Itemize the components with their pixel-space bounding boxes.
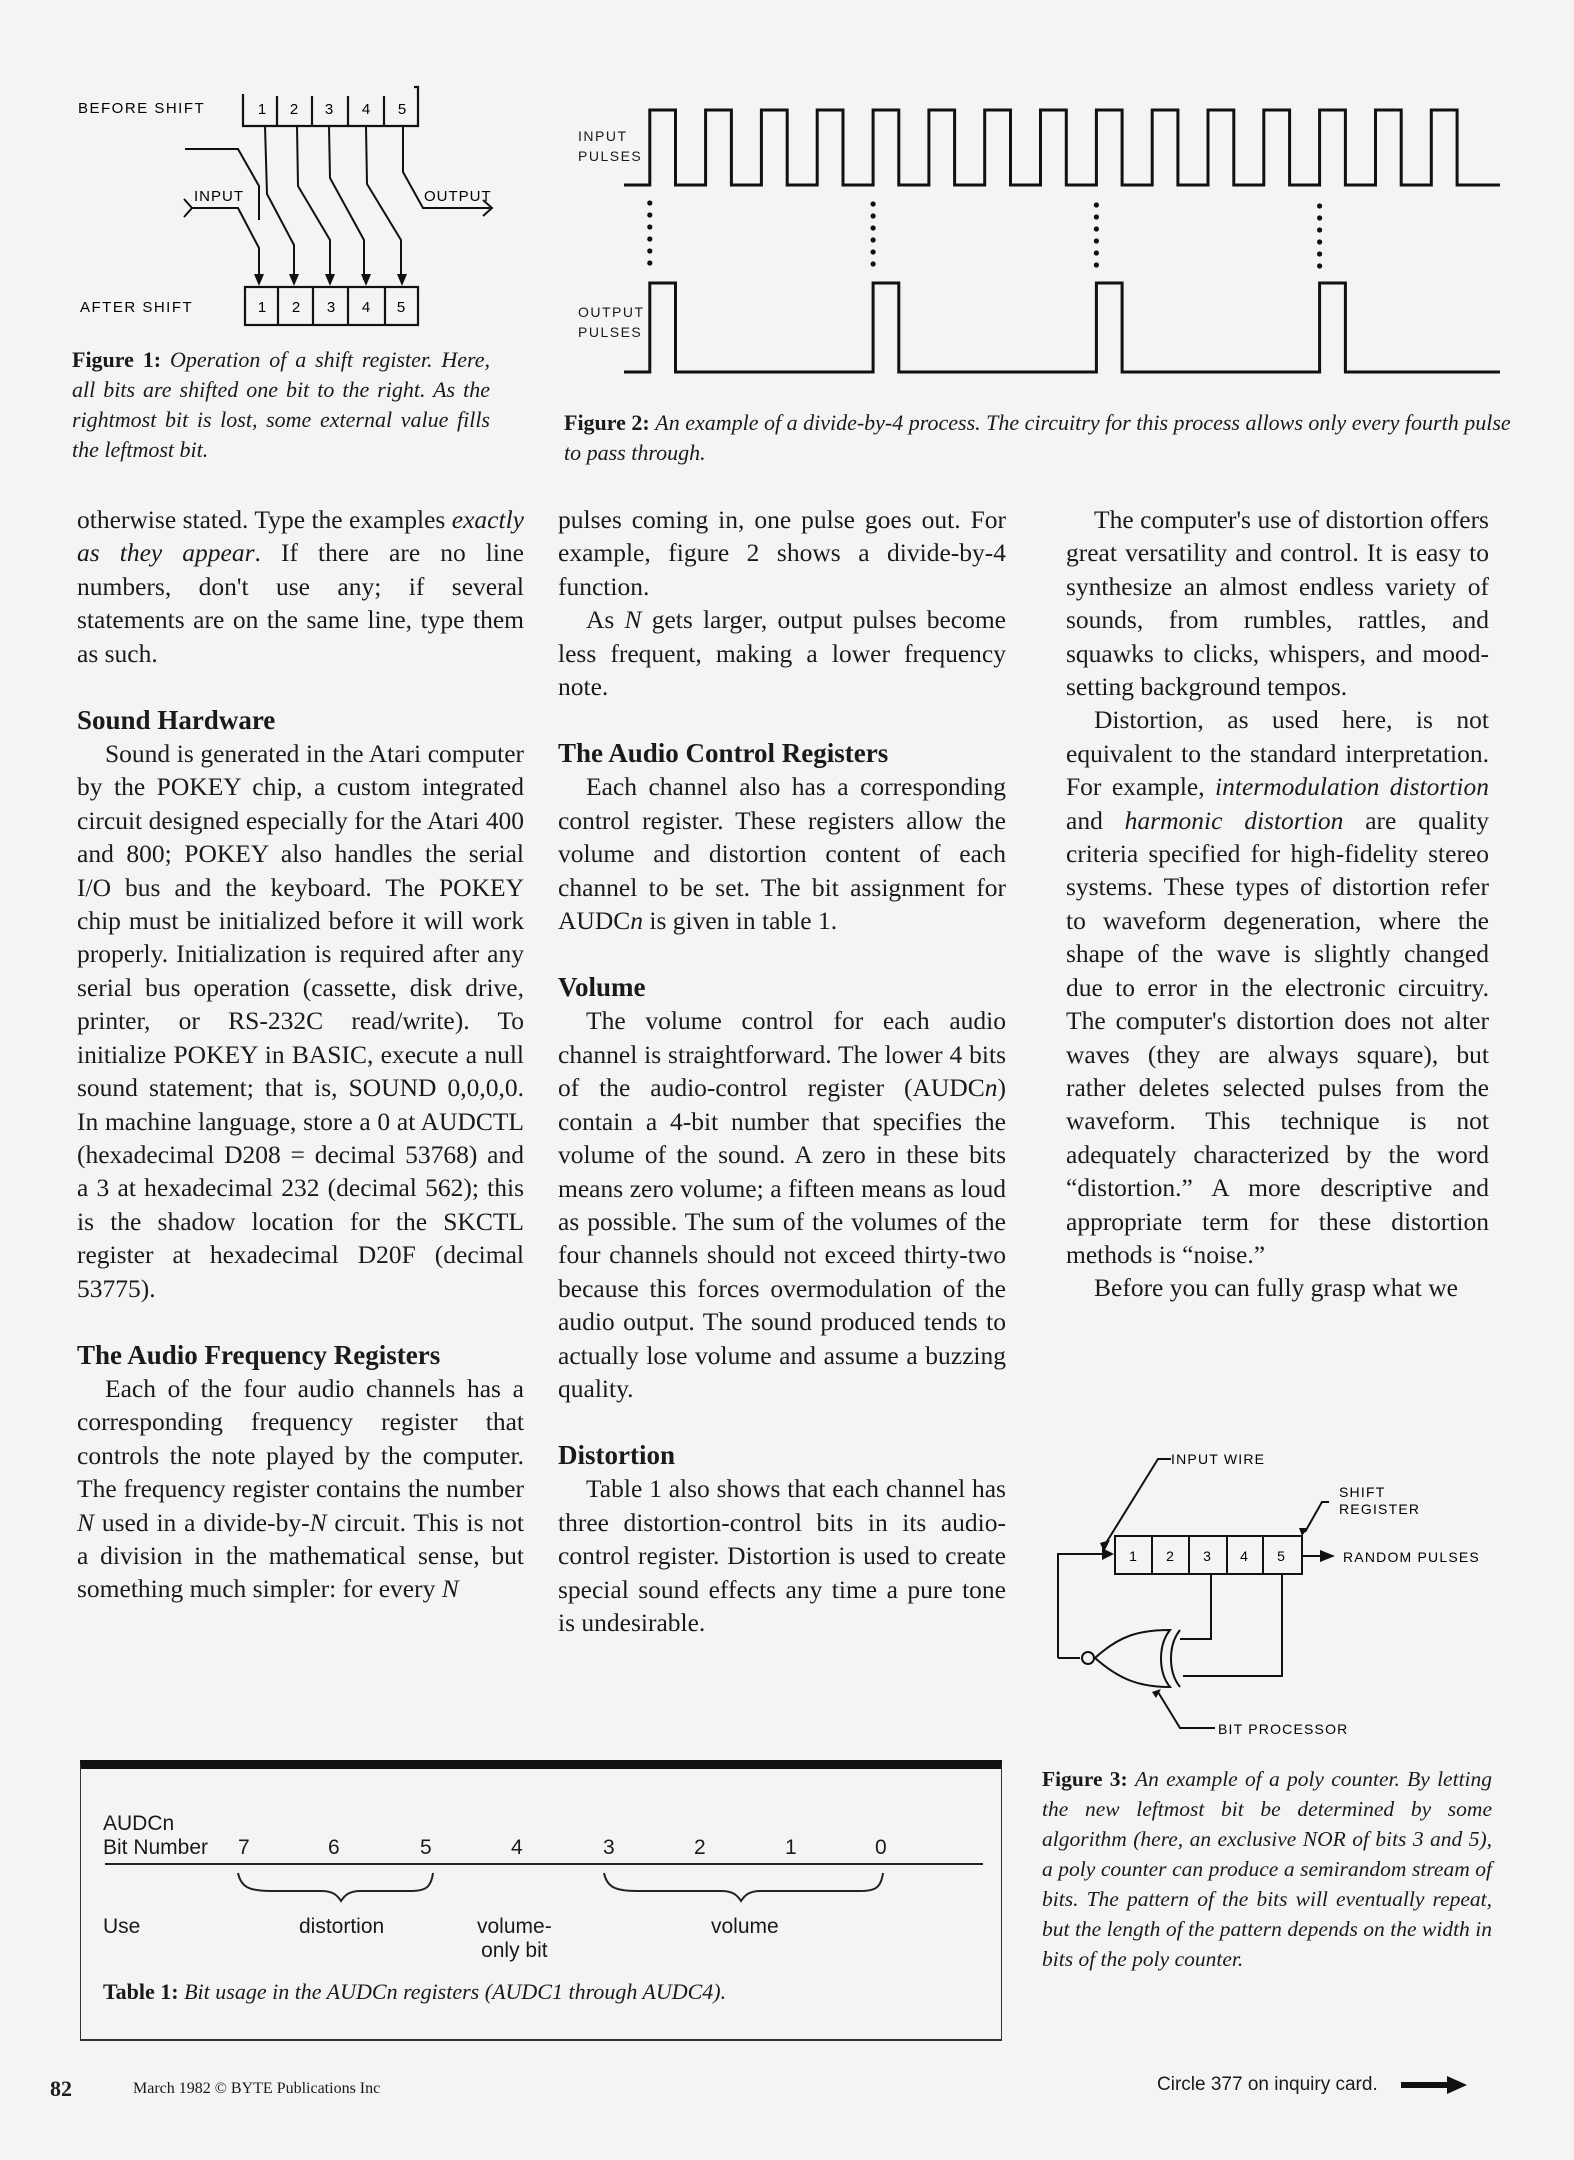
- bit-number: 7: [238, 1836, 250, 1859]
- header-rule: [105, 1863, 983, 1865]
- bit-number-label: Bit Number: [103, 1836, 209, 1859]
- col1-paragraph-3: [77, 1372, 524, 1606]
- before-cell-1: 1: [257, 101, 267, 118]
- figure-2-caption: [564, 408, 1514, 468]
- alignment-dot: [1094, 238, 1099, 243]
- text: only bit: [481, 1939, 548, 1962]
- poly-cell-4: 4: [1240, 1548, 1248, 1564]
- figure-1: [0, 60, 560, 480]
- random-pulses-label: RANDOM PULSES: [1343, 1549, 1480, 1565]
- figure-3-caption-text: An example of a poly counter. By letting the new leftmost bit be determined by some algorithm (here, an exclusive NOR of bits 3 and 5), a poly counter can produce a semirandom stream of bits. The pattern of the bits will eventually repeat, but the length of the pattern depends on the width in bits of the poly counter.: [1042, 1767, 1493, 1971]
- text: volume-: [477, 1915, 552, 1938]
- pulse-alignment-dots: [647, 200, 1322, 268]
- text: . If there are no line numbers, don't use any; if several statements are on the same line, type them as such.: [77, 538, 525, 668]
- poly-cell-5: 5: [1277, 1548, 1285, 1564]
- before-cell-4: 4: [361, 101, 371, 118]
- col2-paragraph-3: [558, 770, 1006, 937]
- variable-n: n: [984, 1073, 998, 1103]
- figure-3: [1040, 1430, 1560, 1750]
- heading-volume: Volume: [558, 972, 646, 1003]
- bit-number: 2: [694, 1836, 706, 1859]
- col2-paragraph-5: Table 1 also shows that each channel has three distortion-control bits in its audio-control register. Distortion is used to create special sound effects any time a pure tone is undesirable.: [558, 1474, 1006, 1637]
- inquiry-text: Circle 377 on inquiry card.: [1157, 2074, 1378, 2095]
- distortion-brace: [238, 1873, 433, 1901]
- inquiry-note: [1157, 2074, 1469, 2096]
- alignment-dot: [1094, 250, 1099, 255]
- alignment-dot: [1317, 239, 1322, 244]
- alignment-dot: [871, 249, 876, 254]
- figure-1-caption-text: Operation of a shift register. Here, all bits are shifted one bit to the right. As the rightmost bit is lost, some external value fills the leftmost bit.: [72, 347, 491, 462]
- after-shift-label: AFTER SHIFT: [80, 299, 194, 316]
- col2-paragraph-2: [558, 603, 1006, 703]
- text: ) contain a 4-bit number that specifies the volume of the sound. A zero in these bits means zero volume; a fifteen means as loud as possible. The sum of the volumes of the four channels should not exceed thirty-two because this forces overmodulation of the audio output. The sound produced tends to actually lose volume and assume a buzzing quality.: [558, 1073, 1006, 1403]
- figure-3-caption: [1042, 1764, 1492, 1974]
- shift-register-label-1: SHIFT: [1339, 1484, 1386, 1500]
- alignment-dot: [1094, 202, 1099, 207]
- col1-paragraph-2: Sound is generated in the Atari computer by the POKEY chip, a custom integrated circuit designed especially for the Atari 400 and 800; POKEY also handles the serial I/O bus and the keyboard. The POKEY chip must be initialized before it will work properly. Initialization is required after any serial bus operation (cassette, disk drive, printer, or RS-232C read/write). To initialize POKEY in BASIC, execute a null sound statement; that is, SOUND 0,0,0,0. In machine language, store a 0 at AUDCTL (hexadecimal D208 = decimal 53768) and a 3 at hexadecimal 232 (decimal 562); this is the shadow location for the SKCTL register at hexadecimal D20F (decimal 53775).: [77, 739, 524, 1303]
- arrow-right-icon: [1401, 2076, 1469, 2094]
- before-cell-3: 3: [324, 101, 334, 118]
- input-arrow-tail-icon: [184, 199, 192, 217]
- alignment-dot: [647, 236, 652, 241]
- after-cell-4: 4: [361, 299, 371, 316]
- after-cell-1: 1: [257, 299, 267, 316]
- output-pulses-label-line-2: PULSES: [578, 324, 643, 340]
- after-register-cells: [258, 299, 405, 316]
- bit-number: 3: [603, 1836, 615, 1859]
- variable-n: n: [630, 906, 644, 936]
- bit-processor-label: BIT PROCESSOR: [1218, 1721, 1349, 1737]
- output-label: OUTPUT: [424, 188, 492, 205]
- alignment-dot: [1317, 215, 1322, 220]
- before-cell-2: 2: [289, 101, 299, 118]
- col3-paragraph-1: The computer's use of distortion offers great versatility and control. It is easy to synthesize an almost endless variety of sounds, from rumbles, rattles, and squawks to clicks, whispers, and mood-setting background tempos.: [1066, 505, 1489, 702]
- heading-audio-frequency-registers: The Audio Frequency Registers: [77, 1339, 441, 1370]
- col2-paragraph-4: [558, 1004, 1006, 1405]
- heading-distortion: Distortion: [558, 1440, 675, 1471]
- feedback-wire: [1058, 1554, 1102, 1658]
- use-label: Use: [103, 1915, 141, 1938]
- shift-register-diagram: [0, 60, 560, 330]
- bit-number: 5: [420, 1836, 432, 1859]
- text: Each of the four audio channels has a corresponding frequency register that controls the note played by the computer. The frequency register contains the number: [77, 1373, 524, 1504]
- xnor-gate-icon: [1095, 1630, 1170, 1687]
- col2-paragraph-1: pulses coming in, one pulse goes out. For example, figure 2 shows a divide-by-4 function.: [558, 505, 1006, 601]
- figure-3-caption-label: Figure 3:: [1042, 1767, 1128, 1791]
- column-2: [558, 503, 1006, 1639]
- alignment-dot: [1317, 203, 1322, 208]
- alignment-dot: [871, 237, 876, 242]
- table-1-caption: [103, 1979, 726, 2005]
- alignment-dot: [871, 213, 876, 218]
- shift-register-pointer: [1305, 1502, 1329, 1532]
- poly-cell-1: 1: [1129, 1548, 1137, 1564]
- shift-arrowheads: [254, 274, 407, 286]
- after-cell-3: 3: [326, 299, 336, 316]
- input-label: INPUT: [194, 188, 244, 205]
- alignment-dot: [647, 260, 652, 265]
- input-pulses-label-line-2: PULSES: [578, 148, 643, 164]
- alignment-dot: [647, 224, 652, 229]
- use-volume-only-bit: [477, 1915, 552, 1963]
- figure-2-caption-text: An example of a divide-by-4 process. The circuitry for this process allows only every fourth pulse to pass through.: [564, 410, 1511, 465]
- alignment-dot: [1094, 262, 1099, 267]
- col1-paragraph-1: [77, 503, 524, 670]
- variable-n: N: [624, 605, 642, 635]
- column-3: [1066, 503, 1489, 1305]
- bit-group-braces: [81, 1869, 1001, 1919]
- alignment-dot: [1317, 227, 1322, 232]
- alignment-dot: [871, 225, 876, 230]
- bit-number: 6: [328, 1836, 340, 1859]
- text: The volume control for each audio channel is straightforward. The lower 4 bits of the audio-control register (AUDC: [558, 1006, 1006, 1103]
- alignment-dot: [647, 200, 652, 205]
- alignment-dot: [871, 261, 876, 266]
- bit-number: 1: [785, 1836, 797, 1859]
- emphasis: intermodulation distortion: [1215, 772, 1489, 802]
- volume-brace: [604, 1873, 883, 1901]
- output-pulse-train: [624, 283, 1500, 372]
- audcn-label: AUDCn: [103, 1812, 175, 1835]
- bit-3-tap: [1180, 1574, 1211, 1639]
- alignment-dot: [1094, 214, 1099, 219]
- poly-cell-3: 3: [1203, 1548, 1211, 1564]
- alignment-dot: [871, 201, 876, 206]
- pulse-waveform-diagram: [560, 80, 1560, 400]
- text: otherwise stated. Type the examples: [77, 505, 452, 534]
- table-1-caption-label: Table 1:: [103, 1979, 179, 2004]
- col3-paragraph-3: Before you can fully grasp what we: [1094, 1273, 1458, 1303]
- text: Distortion, as used here, is not equivalent to the standard interpretation. For example,: [1066, 705, 1489, 802]
- publication-credit: March 1982 © BYTE Publications Inc: [133, 2080, 381, 2097]
- figure-2: [560, 80, 1560, 480]
- after-cell-2: 2: [291, 299, 301, 316]
- variable-n: N: [309, 1507, 327, 1537]
- table-row-label-audcn: [103, 1812, 208, 1860]
- text: As: [586, 605, 625, 635]
- alignment-dot: [1317, 251, 1322, 256]
- alignment-dot: [647, 248, 652, 253]
- col3-paragraph-2: [1066, 703, 1489, 1271]
- input-wire-pointer: [1106, 1459, 1171, 1543]
- before-cell-5: 5: [397, 101, 407, 118]
- table-1: [80, 1760, 1002, 2041]
- after-cell-5: 5: [396, 299, 406, 316]
- alignment-dot: [1317, 263, 1322, 268]
- input-pulses-label-line-1: INPUT: [578, 128, 628, 144]
- before-shift-label: BEFORE SHIFT: [78, 100, 206, 117]
- text: gets larger, output pulses become less frequent, making a lower frequency note.: [558, 605, 1006, 702]
- figure-1-caption: [72, 345, 490, 465]
- emphasis: harmonic distortion: [1124, 805, 1344, 835]
- variable-n: N: [441, 1574, 459, 1604]
- column-1: [77, 503, 524, 1606]
- bit-processor-pointer: [1158, 1692, 1215, 1728]
- poly-counter-diagram: [1040, 1430, 1560, 1750]
- output-pulses-label-line-1: OUTPUT: [578, 304, 645, 320]
- arrow-icon: [1299, 1528, 1308, 1536]
- page-number: 82: [50, 2076, 72, 2101]
- figure-1-caption-label: Figure 1:: [72, 347, 162, 372]
- poly-counter-lines: [1058, 1459, 1329, 1728]
- bit-number: 0: [875, 1836, 887, 1859]
- input-pulse-train: [624, 110, 1500, 185]
- alignment-dot: [1094, 226, 1099, 231]
- xnor-inversion-bubble: [1082, 1652, 1094, 1664]
- heading-sound-hardware: Sound Hardware: [77, 705, 276, 736]
- heading-audio-control-registers: The Audio Control Registers: [558, 738, 889, 769]
- poly-cell-2: 2: [1166, 1548, 1174, 1564]
- use-volume: volume: [711, 1915, 779, 1938]
- arrow-icon: [1320, 1550, 1335, 1562]
- text: Each channel also has a corresponding control register. These registers allow the volume and distortion content of each channel to be set. The bit assignment for AUDC: [558, 772, 1006, 936]
- text: circuit. This is not a division in the mathematical sense, but something much simpler: for every: [77, 1507, 524, 1604]
- alignment-dot: [647, 212, 652, 217]
- bit-5-tap: [1183, 1574, 1282, 1676]
- bit-number: 4: [511, 1836, 523, 1859]
- variable-n: N: [77, 1507, 95, 1537]
- use-distortion: distortion: [299, 1915, 385, 1938]
- text: is given in table 1.: [643, 906, 838, 936]
- figure-2-caption-label: Figure 2:: [564, 410, 650, 435]
- table-1-caption-text: Bit usage in the AUDCn registers (AUDC1 through AUDC4).: [184, 1979, 727, 2004]
- shift-register-label-2: REGISTER: [1339, 1501, 1421, 1517]
- text: and: [1066, 805, 1125, 835]
- input-wire-label: INPUT WIRE: [1171, 1451, 1266, 1467]
- text: used in a divide-by-: [94, 1507, 310, 1537]
- text: are quality criteria specified for high-fidelity stereo systems. These types of distortion refer to waveform degeneration, where the shape of the wave is slightly changed due to error in the electronic circuitry. The computer's distortion does not alter waves (they are always square), but rather deletes selected pulses from the waveform. This technique is not adequately characterized by the word “distortion.” A more descriptive and appropriate term for these distortion methods is “noise.”: [1066, 805, 1489, 1269]
- emphasis: exactly as they appear: [77, 505, 524, 568]
